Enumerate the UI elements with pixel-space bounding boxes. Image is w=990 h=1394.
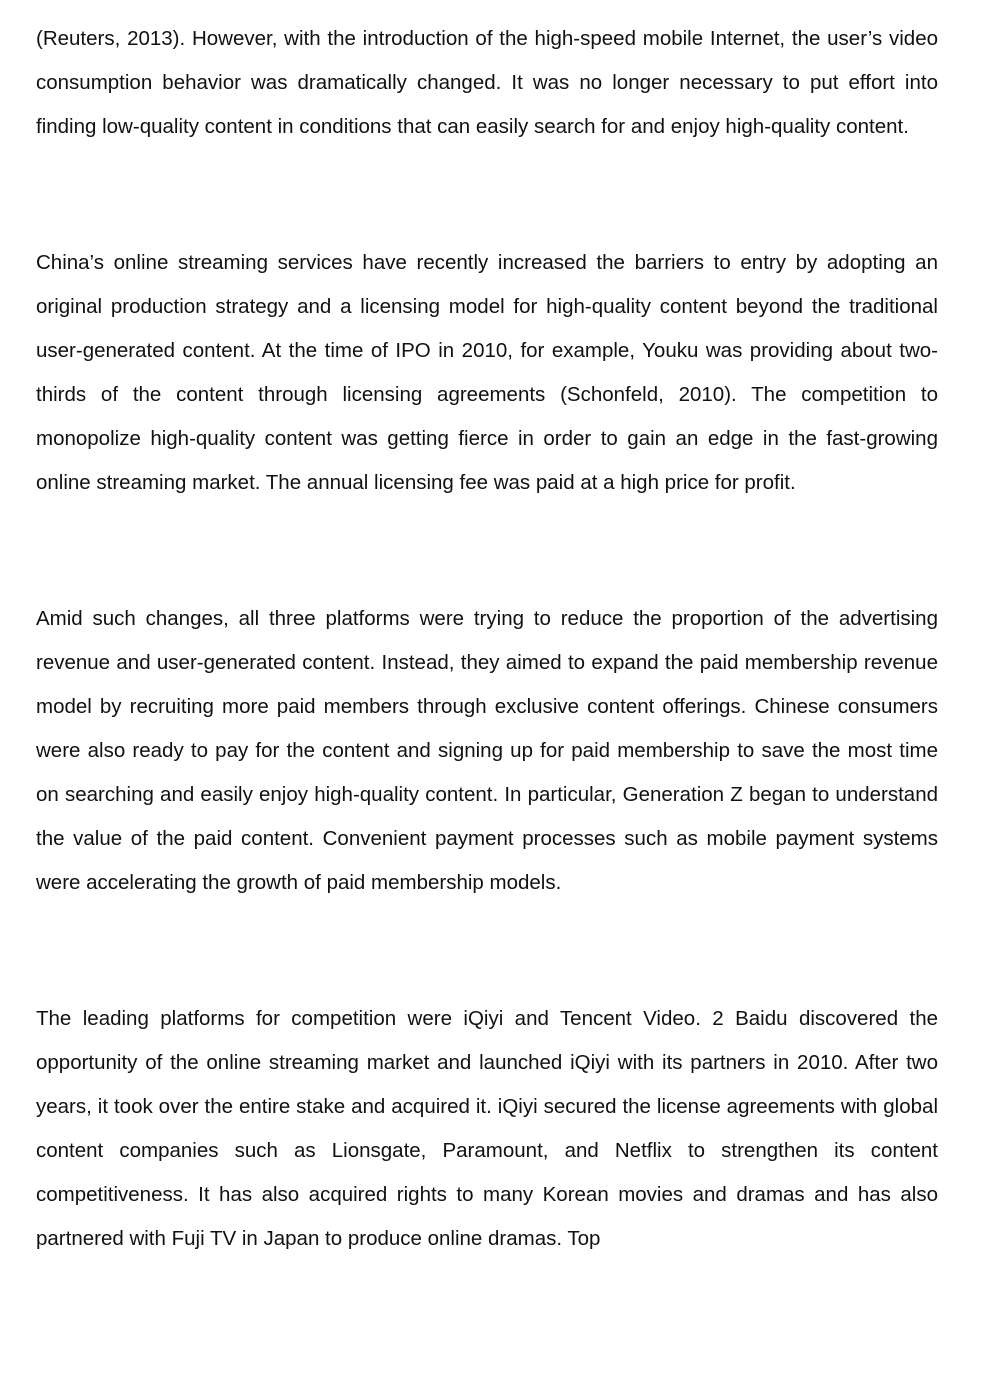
paragraph-licensing-model: China’s online streaming services have recently increased the barriers to entry by adopting an original production strategy and a licensing model for high-quality content beyond the traditional user-generated content. At the time of IPO in 2010, for example, Youku was providing about two-thirds of the content through licensing agreements (Schonfeld, 2010). The competition to monopolize high-quality content was getting fierce in order to gain an edge in the fast-growing online streaming market. The annual licensing fee was paid at a high price for profit. bbox=[36, 251, 938, 494]
paragraph-paid-membership: Amid such changes, all three platforms were trying to reduce the proportion of the advertising revenue and user-generated content. Instead, they aimed to expand the paid membership revenue model by recruiting more paid members through exclusive content offerings. Chinese consumers were also ready to pay for the content and signing up for paid membership to save the most time on searching and easily enjoy high-quality content. In particular, Generation Z began to understand the value of the paid content. Convenient payment processes such as mobile payment systems were accelerating the growth of paid membership models. bbox=[36, 607, 938, 894]
paragraph-leading-platforms: The leading platforms for competition were iQiyi and Tencent Video. 2 Baidu discovered the opportunity of the online streaming market and launched iQiyi with its partners in 2010. After two years, it took over the entire stake and acquired it. iQiyi secured the license agreements with global content companies such as Lionsgate, Paramount, and Netflix to strengthen its content competitiveness. It has also acquired rights to many Korean movies and dramas and has also partnered with Fuji TV in Japan to produce online dramas. Top bbox=[36, 1007, 938, 1250]
paragraph-reuters-consumption: (Reuters, 2013). However, with the introduction of the high-speed mobile Internet, the user’s video consumption behavior was dramatically changed. It was no longer necessary to put effort into finding low-quality content in conditions that can easily search for and enjoy high-quality content. bbox=[36, 27, 938, 138]
document-page bbox=[36, 17, 938, 1261]
